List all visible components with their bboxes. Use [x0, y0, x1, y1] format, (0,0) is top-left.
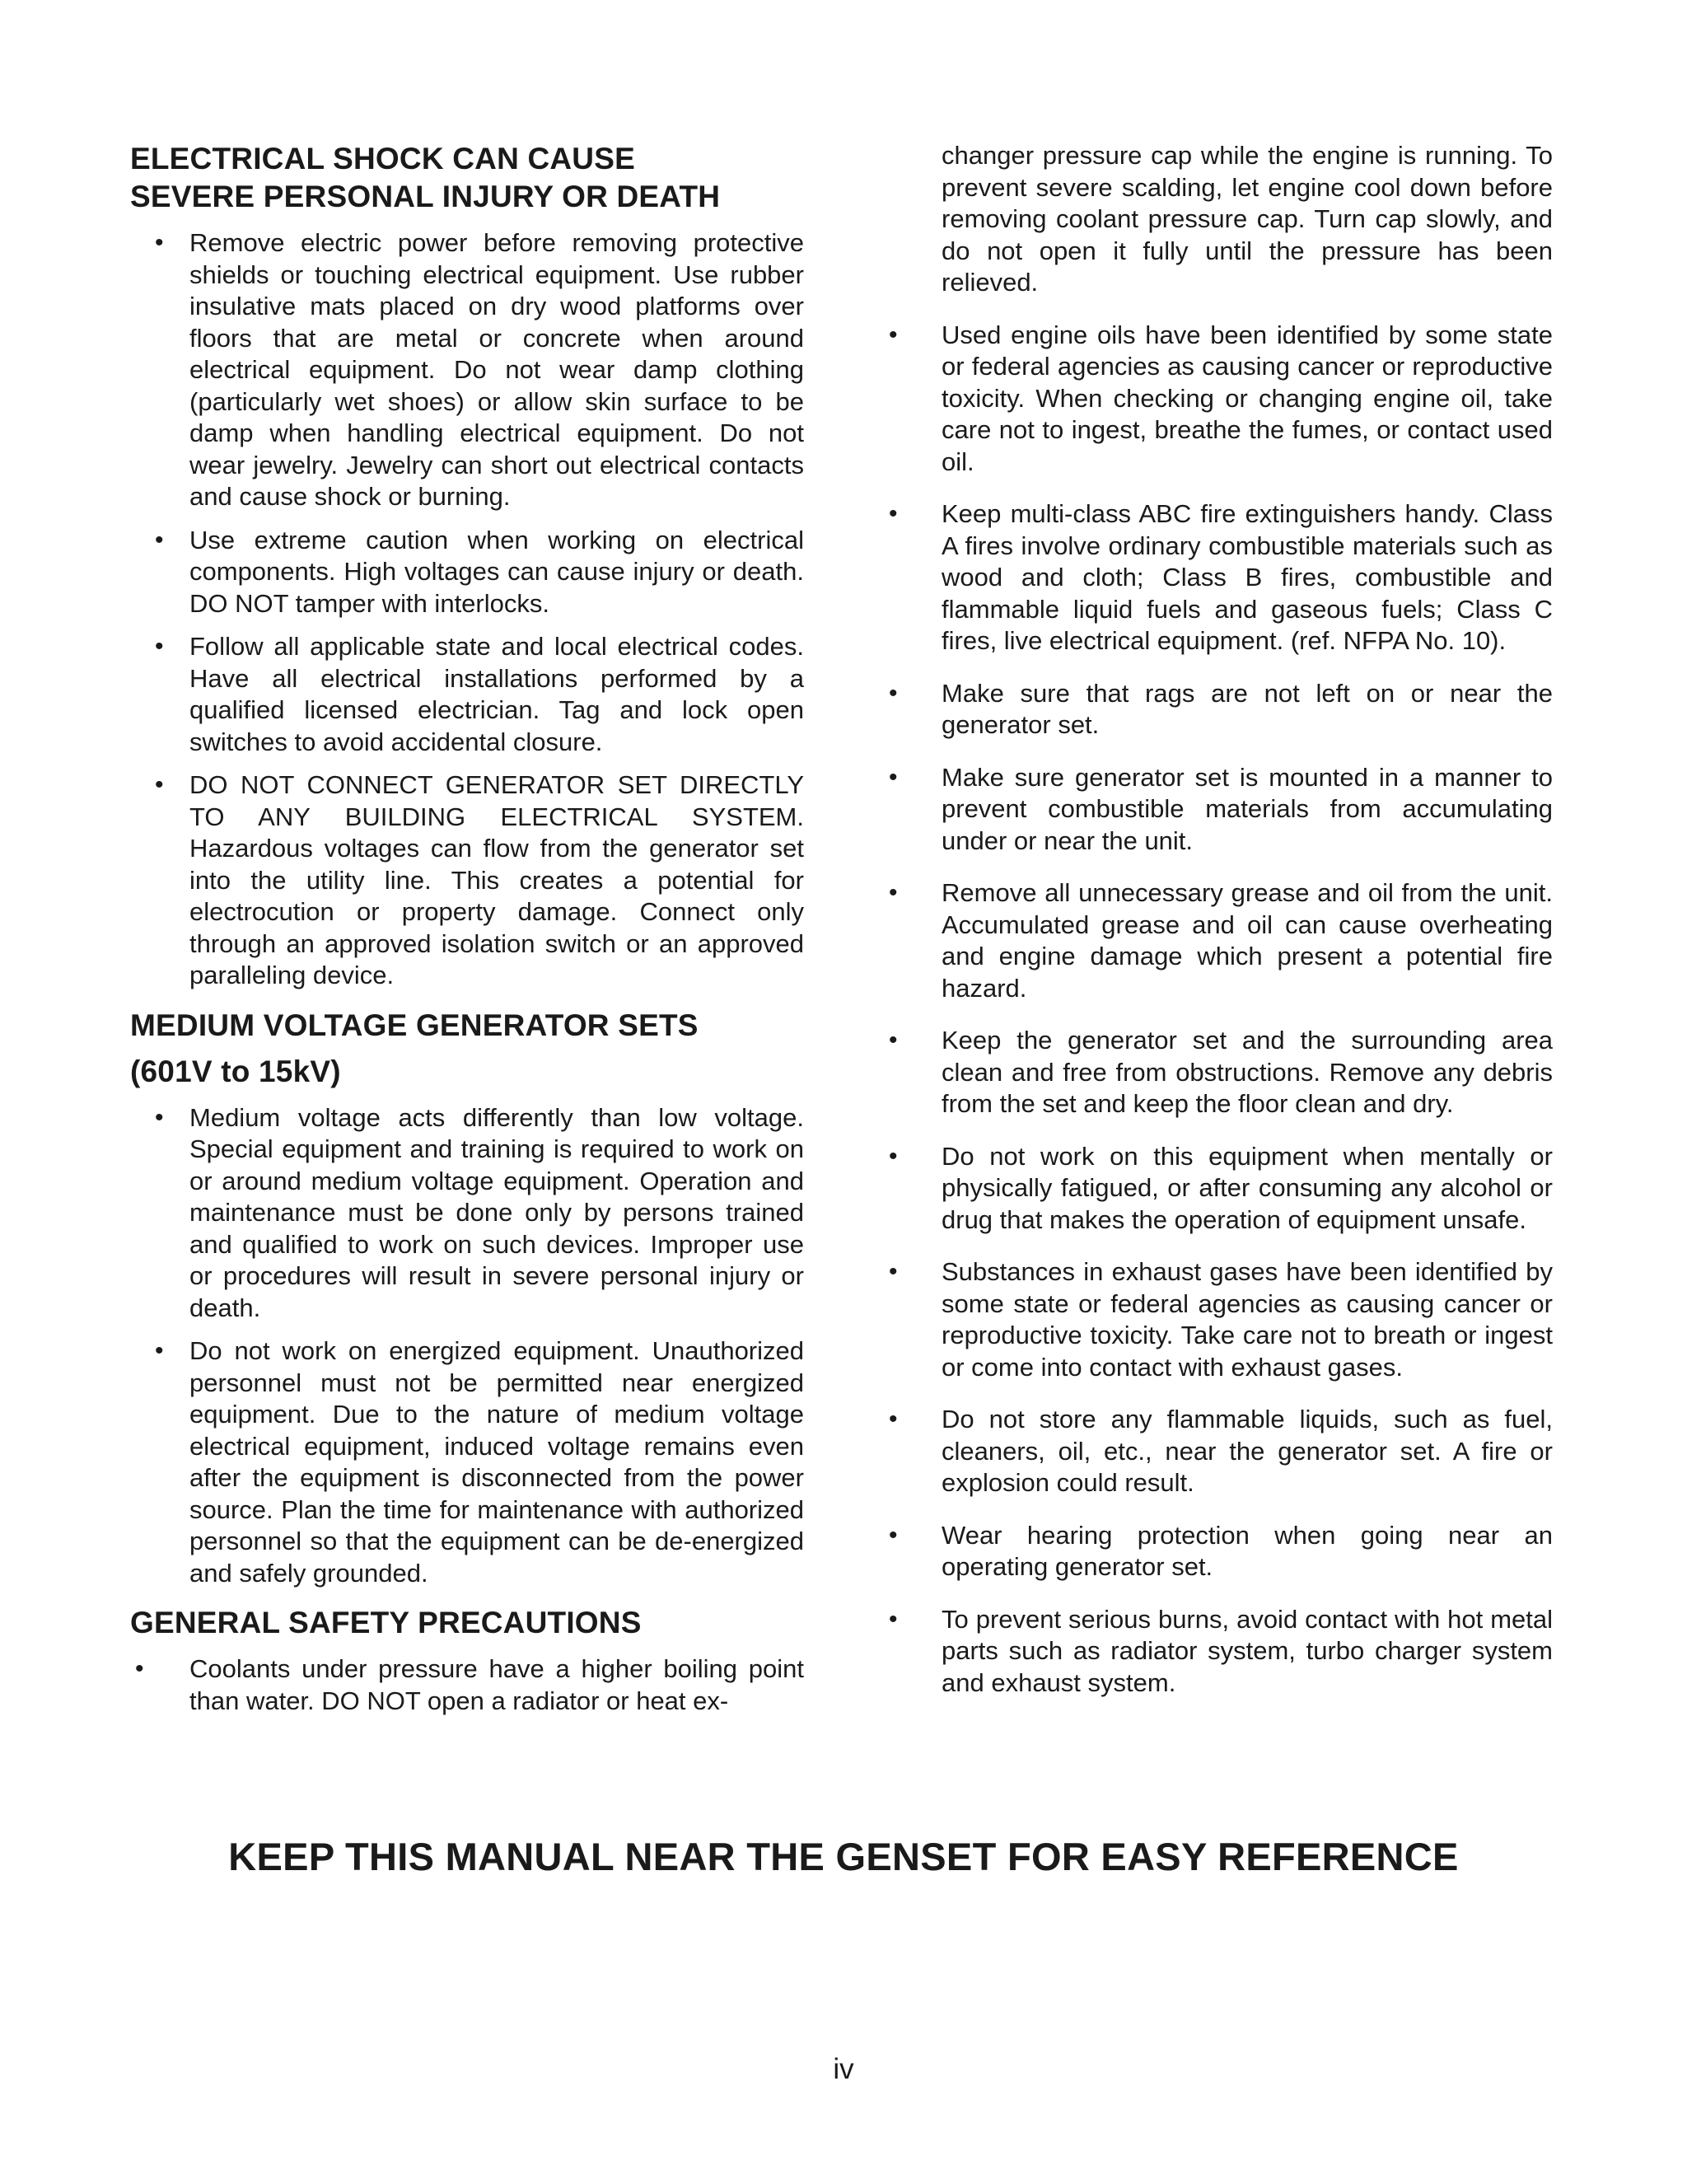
bullet-icon: •: [155, 1337, 164, 1364]
list-item: • Make sure generator set is mounted in a manner to prevent combustible materials from accumulating under or near the unit.: [889, 762, 1553, 855]
bullet-icon: •: [155, 771, 164, 798]
list-item: • Used engine oils have been identified by some state or federal agencies as causing cancer or reproductive toxicity. When checking or changing engine oil, take care not to ingest, breathe the fumes, or contact used oil.: [889, 320, 1553, 476]
bullet-icon: •: [889, 1258, 898, 1285]
bullet-icon: •: [889, 1521, 898, 1549]
general-safety-list: [130, 1653, 804, 1717]
list-item: • Wear hearing protection when going near an operating generator set.: [889, 1520, 1553, 1581]
list-item: • Substances in exhaust gases have been identified by some state or federal agencies as causing cancer or reproductive toxicity. Take care not to breath or ingest or come into contact with exhaust gases.: [889, 1257, 1553, 1382]
section-heading-electrical-shock: [130, 140, 804, 216]
footer-reminder: KEEP THIS MANUAL NEAR THE GENSET FOR EASY REFERENCE: [228, 1835, 1459, 1878]
list-item: • Remove electric power before removing protective shields or touching electrical equipment. Use rubber insulative mats placed on dry wood platforms over floors that are metal or concrete when around electrical equipment. Do not wear damp clothing (particularly wet shoes) or allow skin surface to be damp when handling electrical equipment. Do not wear jewelry. Jewelry can short out electrical contacts and cause shock or burning.: [155, 228, 804, 511]
list-item: • To prevent serious burns, avoid contact with hot metal parts such as radiator system, turbo charger system and exhaust system.: [889, 1604, 1553, 1697]
heading-line-1: ELECTRICAL SHOCK CAN CAUSE: [130, 142, 635, 175]
bullet-icon: •: [155, 229, 164, 256]
list-item: • Keep multi-class ABC fire extinguishers handy. Class A fires involve ordinary combustible materials such as wood and cloth; Class B fires, combustible and flammable liquid fuels and gaseous fuels; Class C fires, live electrical equipment. (ref. NFPA No. 10).: [889, 499, 1553, 655]
list-item: • Follow all applicable state and local electrical codes. Have all electrical installations performed by a qualified licensed electrician. Tag and lock open switches to avoid accidental closure.: [155, 632, 804, 756]
heading-line-2: SEVERE PERSONAL INJURY OR DEATH: [130, 180, 721, 213]
bullet-icon: •: [155, 1103, 164, 1131]
list-item: • Medium voltage acts differently than low voltage. Special equipment and training is required to work on or around medium voltage equipment. Operation and maintenance must be done only by persons trained and qualified to work on such devices. Improper use or procedures will result in severe personal injury or death.: [155, 1102, 804, 1322]
list-item: • Do not work on energized equipment. Unauthorized personnel must not be permitted near energized equipment. Due to the nature of medium voltage electrical equipment, induced voltage remains even after the equipment is disconnected from the power source. Plan the time for maintenance with authorized personnel so that the equipment can be de-energized and safely grounded.: [155, 1336, 804, 1588]
medium-voltage-list: [130, 1102, 804, 1590]
bullet-icon: •: [889, 1405, 898, 1433]
bullet-icon: •: [155, 526, 164, 554]
bullet-icon: •: [889, 1605, 898, 1633]
bullet-icon: •: [889, 679, 898, 707]
bullet-icon: •: [889, 879, 898, 906]
list-item: • Do not store any flammable liquids, such as fuel, cleaners, oil, etc., near the generator set. A fire or explosion could result.: [889, 1405, 1553, 1497]
list-item: • DO NOT CONNECT GENERATOR SET DIRECTLY TO ANY BUILDING ELECTRICAL SYSTEM. Hazardous voltages can flow from the generator set into the utility line. This creates a potential for electrocution or property damage. Connect only through an approved isolation switch or an approved paralleling device.: [155, 770, 804, 989]
bullet-icon: •: [889, 500, 898, 527]
list-item: • Use extreme caution when working on electrical components. High voltages can cause injury or death. DO NOT tamper with interlocks.: [155, 525, 804, 618]
heading-line-1: MEDIUM VOLTAGE GENERATOR SETS: [130, 1008, 699, 1042]
list-item: • Coolants under pressure have a higher boiling point than water. DO NOT open a radiator or heat ex-: [135, 1654, 804, 1715]
heading-line-2: (601V to 15kV): [130, 1054, 341, 1088]
section-heading-medium-voltage: [130, 1007, 804, 1091]
bullet-icon: •: [889, 320, 898, 348]
list-item: • Keep the generator set and the surrounding area clean and free from obstructions. Remove any debris from the set and keep the floor clean and dry.: [889, 1026, 1553, 1118]
electrical-shock-list: [130, 227, 804, 992]
left-column: [130, 140, 804, 1728]
general-safety-list-continued: [889, 320, 1553, 1700]
list-item: • Do not work on this equipment when mentally or physically fatigued, or after consuming any alcohol or drug that makes the operation of equipment unsafe.: [889, 1141, 1553, 1234]
section-heading-general-safety: GENERAL SAFETY PRECAUTIONS: [130, 1606, 642, 1639]
bullet-icon: •: [889, 1027, 898, 1054]
page-number: iv: [833, 2053, 854, 2085]
bullet-icon: •: [135, 1655, 144, 1682]
bullet-icon: •: [889, 1142, 898, 1170]
bullet-icon: •: [155, 633, 164, 660]
list-item: • Remove all unnecessary grease and oil from the unit. Accumulated grease and oil can cause overheating and engine damage which present a potential fire hazard.: [889, 878, 1553, 1003]
continued-text: changer pressure cap while the engine is running. To prevent severe scalding, let engine cool down before removing coolant pressure cap. Turn cap slowly, and do not open it fully until the pressure has been relieved.: [942, 141, 1553, 297]
bullet-icon: •: [889, 763, 898, 791]
list-item: • Make sure that rags are not left on or near the generator set.: [889, 678, 1553, 739]
right-column: [889, 140, 1553, 1719]
